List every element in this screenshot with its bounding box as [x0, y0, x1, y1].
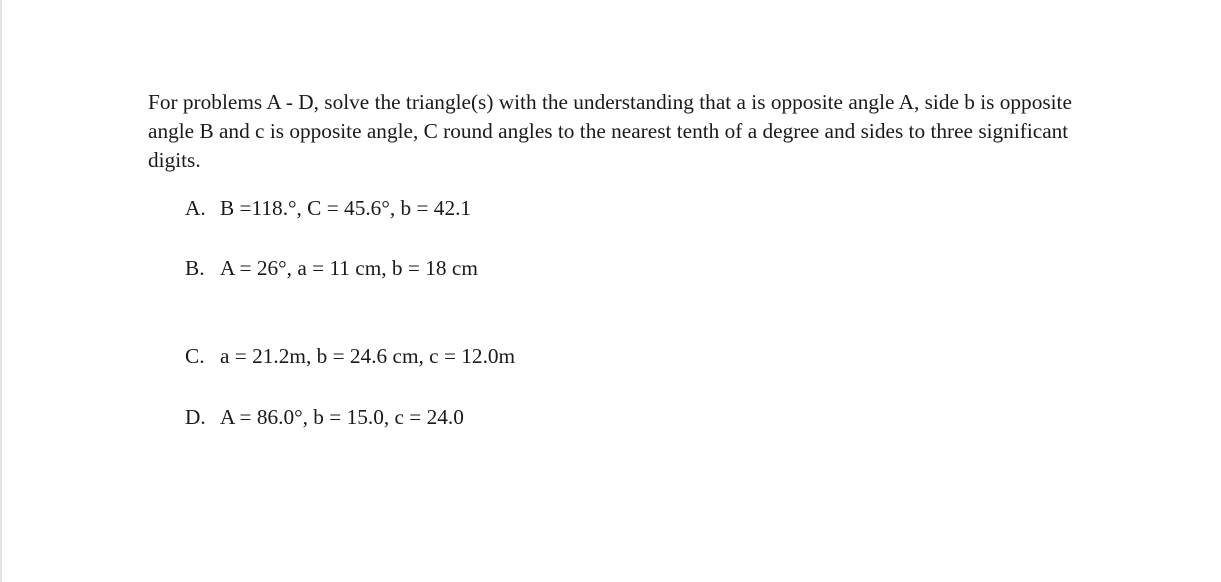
instructions-paragraph: For problems A - D, solve the triangle(s) with the understanding that a is opposite angle A, side b is opposite angle B and c is opposite angle, C round angles to the nearest tenth of a degree and sides to three significant digits. — [148, 90, 1072, 172]
problem-text: a = 21.2m, b = 24.6 cm, c = 12.0m — [220, 344, 516, 368]
document-content — [148, 88, 1108, 429]
problem-item-d — [185, 403, 464, 432]
problem-item-a — [185, 194, 471, 223]
problem-text: B =118.°, C = 45.6°, b = 42.1 — [220, 196, 472, 220]
problem-letter: C. — [185, 344, 205, 368]
problem-text: A = 86.0°, b = 15.0, c = 24.0 — [220, 405, 464, 429]
problem-item-c — [185, 342, 515, 371]
problem-text: A = 26°, a = 11 cm, b = 18 cm — [220, 256, 478, 280]
problem-letter: B. — [185, 256, 205, 280]
problem-item-b — [185, 254, 478, 283]
problem-letter: D. — [185, 405, 206, 429]
problem-letter: A. — [185, 196, 206, 220]
